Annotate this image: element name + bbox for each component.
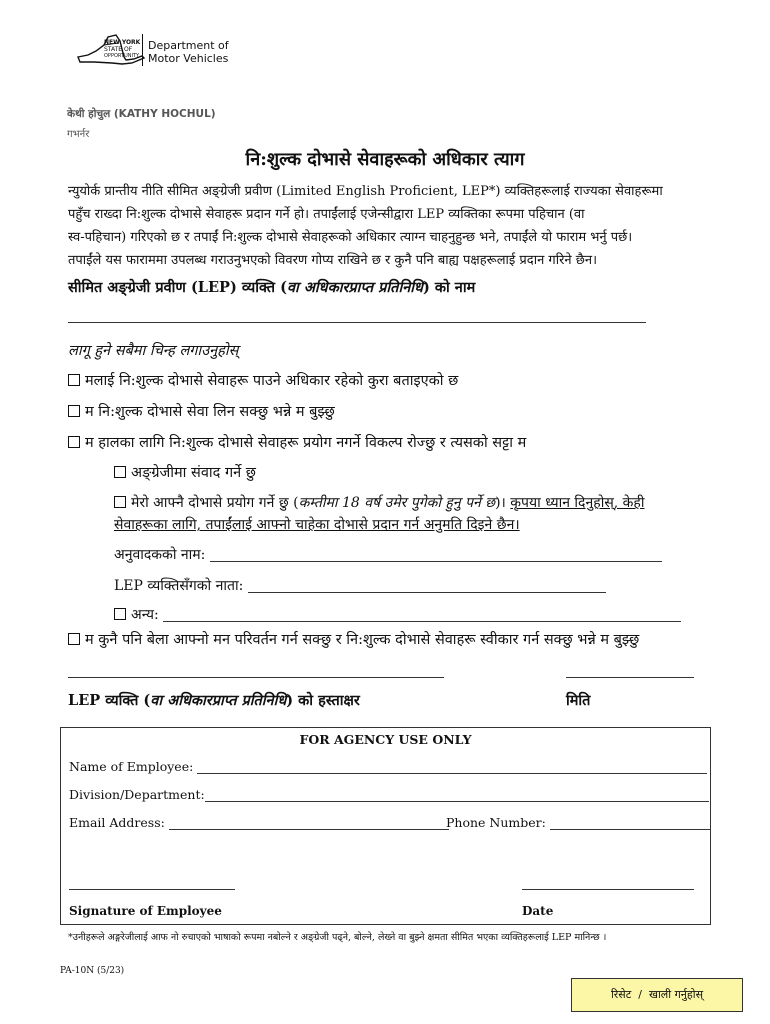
email-row — [69, 815, 449, 830]
logo-state-top: NEW YORK — [104, 39, 141, 46]
logo-state-bottom: OPPORTUNITY — [104, 53, 140, 59]
relation-input[interactable] — [248, 578, 606, 593]
lep-name-label-a: सीमित अङ्ग्रेजी प्रवीण (LEP) व्यक्ति ( — [68, 279, 287, 296]
other-row[interactable] — [114, 605, 681, 624]
relation-row — [114, 576, 606, 595]
checkbox-understand-free[interactable] — [68, 405, 80, 417]
intro-line-4: तपाईंले यस फाराममा उपलब्ध गराउनुभएको विवरण गोप्य राखिने छ र कुनै पनि बाह्य पक्षहरूलाई प्रदान गरिने छैन। — [68, 253, 598, 268]
phone-label: Phone Number: — [446, 815, 546, 830]
check-instruction: लागू हुने सबैमा चिन्ह लगाउनुहोस् — [68, 343, 239, 359]
employee-signature-label: Signature of Employee — [69, 904, 222, 918]
lep-name-label-b: वा अधिकारप्राप्त प्रतिनिधि — [286, 279, 423, 296]
sig-label-b: वा अधिकारप्राप्त प्रतिनिधि — [150, 692, 287, 709]
email-input[interactable] — [169, 817, 449, 830]
lep-signature-input[interactable] — [68, 677, 444, 678]
logo-state-mid: STATE OF — [104, 45, 133, 53]
option-understand-free-label: म नि:शुल्क दोभासे सेवा लिन सक्छु भन्ने म बुझ्छु — [85, 404, 335, 420]
option-informed[interactable] — [68, 370, 458, 390]
checkbox-english[interactable] — [114, 466, 126, 478]
employee-name-label: Name of Employee: — [69, 759, 194, 774]
checkbox-other[interactable] — [114, 608, 126, 620]
sig-label-c: ) को हस्ताक्षर — [286, 692, 360, 709]
governor-title: गभर्नर — [67, 129, 90, 140]
lep-name-label — [68, 277, 475, 297]
employee-date-input[interactable] — [522, 889, 694, 890]
checkbox-decline[interactable] — [68, 436, 80, 448]
own-interpreter-b: कम्तीमा 18 वर्ष उमेर पुगेको हुनु पर्ने छ — [298, 495, 496, 511]
other-label: अन्य: — [131, 607, 159, 623]
own-interpreter-note1: कृपया ध्यान दिनुहोस्, केही — [510, 495, 645, 511]
option-decline-label: म हालका लागि नि:शुल्क दोभासे सेवाहरू प्रयोग नगर्ने विकल्प रोज्छु र त्यसको सट्टा म — [85, 435, 527, 451]
dept-line1: Department of — [148, 39, 229, 52]
phone-row — [446, 815, 710, 830]
lep-footnote: *उनीहरूले अङ्गरेजीलाई आफ नो रुचाएको भाषाको रूपमा नबोल्ने र अङ्ग्रेजी पढ्ने, बोल्ने, लेख्ने वा बुझ्ने क्षमता सीमित भएका व्यक्तिहरूलाई LEP मानिन्छ । — [68, 932, 607, 943]
translator-name-input[interactable] — [210, 547, 662, 562]
lep-date-input[interactable] — [566, 677, 694, 678]
lep-name-input[interactable] — [68, 322, 646, 323]
intro-paragraph — [68, 180, 748, 272]
governor-name: केथी होचुल (KATHY HOCHUL) — [67, 108, 216, 120]
employee-name-row — [69, 759, 707, 774]
sub-option-english[interactable] — [114, 462, 256, 482]
other-input[interactable] — [163, 607, 681, 622]
employee-date-label: Date — [522, 904, 554, 918]
relation-label: LEP व्यक्तिसँगको नाता: — [114, 578, 244, 594]
option-understand-free[interactable] — [68, 401, 335, 421]
own-interpreter-note2: सेवाहरूका लागि, तपाईंलाई आफ्नो चाहेका दोभासे प्रदान गर्न अनुमति दिइने छैन। — [114, 517, 520, 533]
form-title: नि:शुल्क दोभासे सेवाहरूको अधिकार त्याग — [245, 149, 525, 170]
checkbox-change-mind[interactable] — [68, 633, 80, 645]
checkbox-informed[interactable] — [68, 374, 80, 386]
translator-name-row — [114, 545, 662, 564]
intro-line-1: न्युयोर्क प्रान्तीय नीति सीमित अङ्ग्रेजी प्रवीण (Limited English Proficient, LEP*) व्यक्तिहरूलाई राज्यका सेवाहरूमा — [68, 184, 663, 199]
lep-signature-label — [68, 690, 360, 710]
sig-label-a: LEP व्यक्ति ( — [68, 692, 151, 709]
employee-signature-input[interactable] — [69, 889, 235, 890]
intro-line-2: पहुँच राख्दा नि:शुल्क दोभासे सेवाहरू प्रदान गर्ने हो। तपाईंलाई एजेन्सीद्वारा LEP व्यक्तिका रूपमा पहिचान (वा — [68, 207, 585, 222]
division-input[interactable] — [205, 789, 709, 802]
option-change-mind-label: म कुनै पनि बेला आफ्नो मन परिवर्तन गर्न सक्छु र नि:शुल्क दोभासे सेवाहरू स्वीकार गर्न सक्छु भन्ने म बुझ्छु — [85, 632, 640, 648]
dept-line2: Motor Vehicles — [148, 52, 229, 65]
own-interpreter-a: मेरो आफ्नै दोभासे प्रयोग गर्ने छु ( — [131, 495, 299, 511]
agency-title: FOR AGENCY USE ONLY — [299, 732, 472, 747]
translator-name-label: अनुवादकको नाम: — [114, 547, 206, 563]
division-label: Division/Department: — [69, 787, 205, 802]
intro-line-3: स्व-पहिचान) गरिएको छ र तपाईं नि:शुल्क दोभासे सेवाहरूको अधिकार त्याग्न चाहनुहुन्छ भने, तपाईंले यो फाराम भर्नु पर्छ। — [68, 230, 633, 245]
email-label: Email Address: — [69, 815, 165, 830]
employee-name-input[interactable] — [197, 761, 707, 774]
agency-box — [60, 727, 711, 925]
option-decline[interactable] — [68, 432, 526, 452]
phone-input[interactable] — [550, 817, 710, 830]
checkbox-own-interpreter[interactable] — [114, 496, 126, 508]
option-informed-label: मलाई नि:शुल्क दोभासे सेवाहरू पाउने अधिकार रहेको कुरा बताइएको छ — [85, 373, 459, 389]
reset-clear-button[interactable]: रिसेट / खाली गर्नुहोस् — [571, 978, 743, 1012]
dmv-logo — [74, 33, 234, 69]
division-row — [69, 787, 709, 802]
lep-date-label: मिति — [566, 692, 591, 709]
form-code: PA-10N (5/23) — [60, 966, 125, 976]
option-change-mind[interactable] — [68, 629, 639, 649]
sub-option-own-interpreter[interactable] — [114, 493, 645, 512]
own-interpreter-c: )। — [495, 495, 511, 511]
sub-option-english-label: अङ्ग्रेजीमा संवाद गर्ने छु — [131, 465, 256, 481]
lep-name-label-c: ) को नाम — [422, 279, 476, 296]
